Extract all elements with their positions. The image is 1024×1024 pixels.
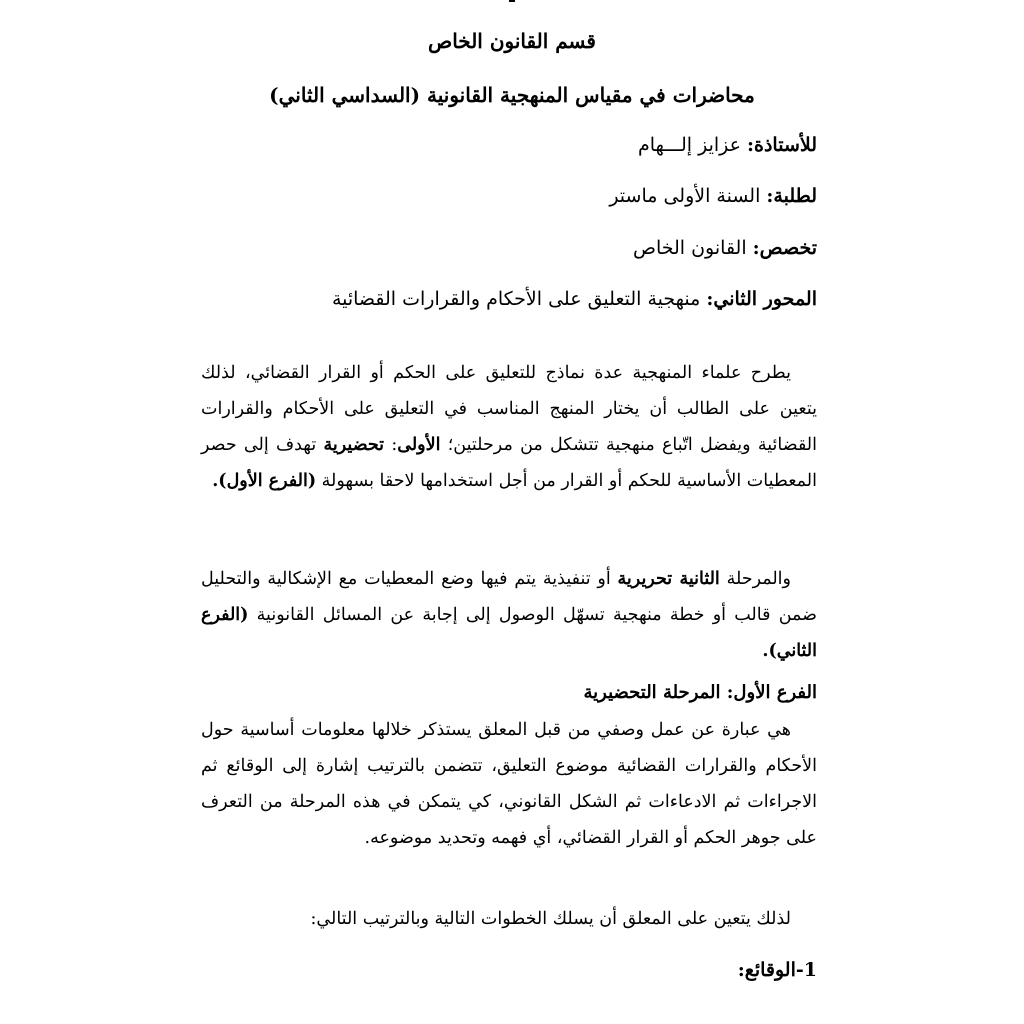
p2-text-b: أو تنفيذية يتم فيها وضع المعطيات مع الإشكالية والتحليل ضمن قالب أو خطة منهجية تسهّل الوصول إلى إجابة عن المسائل القانونية [201,569,817,625]
specialty-label: تخصص: [752,237,817,259]
p1-text-b: تهدف إلى حصر المعطيات الأساسية للحكم أو القرار من أجل استخدامها لاحقا بسهولة [201,435,817,491]
p1-preparatory: تحضيرية [323,435,385,455]
axis-line [332,286,817,312]
steps-intro [201,906,817,932]
intro-paragraph-1 [201,355,817,499]
p2-text-a: والمرحلة [719,569,791,589]
axis-value: منهجية التعليق على الأحكام والقرارات القضائية [331,288,707,310]
p2-reference: (الفرع الثاني). [201,605,817,661]
section-1-heading: الفرع الأول: المرحلة التحضيرية [583,682,817,703]
p2-second-label: الثانية تحريرية [617,569,720,589]
step-1-facts: 1-الوقائع: [737,959,817,981]
students-value: السنة الأولى ماستر [609,185,767,207]
professor-name: عزايز إلـــهام [637,134,747,156]
section-1-paragraph [201,712,817,856]
steps-intro-text: لذلك يتعين على المعلق أن يسلك الخطوات التالية وبالترتيب التالي: [310,909,791,929]
intro-paragraph-2 [201,561,817,669]
p1-reference: (الفرع الأول). [212,471,317,491]
professor-line [638,132,817,158]
p1-first-label: الأولى [397,435,441,455]
students-line [609,183,817,209]
section-1-body: هي عبارة عن عمل وصفي من قبل المعلق يستذكر خلالها معلومات أساسية حول الأحكام والقرارات القضائية موضوع التعليق، تتضمن بالترتيب إشارة إلى الوقائع ثم الاجراءات ثم الادعاءات ثم الشكل القانوني، كي يتمكن في هذه المرحلة من التعرف على جوهر الحكم أو القرار القضائي، أي فهمه وتحديد موضوعه. [201,720,817,848]
course-title: محاضرات في مقياس المنهجية القانونية (السداسي الثاني) [269,83,755,107]
page-top-mark [509,0,515,2]
professor-label: للأستاذة: [747,134,817,156]
p1-colon: : [384,435,398,455]
specialty-line [633,235,817,261]
students-label: لطلبة: [766,185,817,207]
specialty-value: القانون الخاص [632,237,753,259]
department-title: قسم القانون الخاص [428,29,596,53]
p1-text-a: يطرح علماء المنهجية عدة نماذج للتعليق على الحكم أو القرار القضائي، لذلك يتعين على الطالب أن يختار المنهج المناسب في التعليق على الأحكام والقرارات القضائية ويفضل اتّباع منهجية تتشكل من مرحلتين؛ [201,363,817,455]
axis-label: المحور الثاني: [706,288,817,310]
